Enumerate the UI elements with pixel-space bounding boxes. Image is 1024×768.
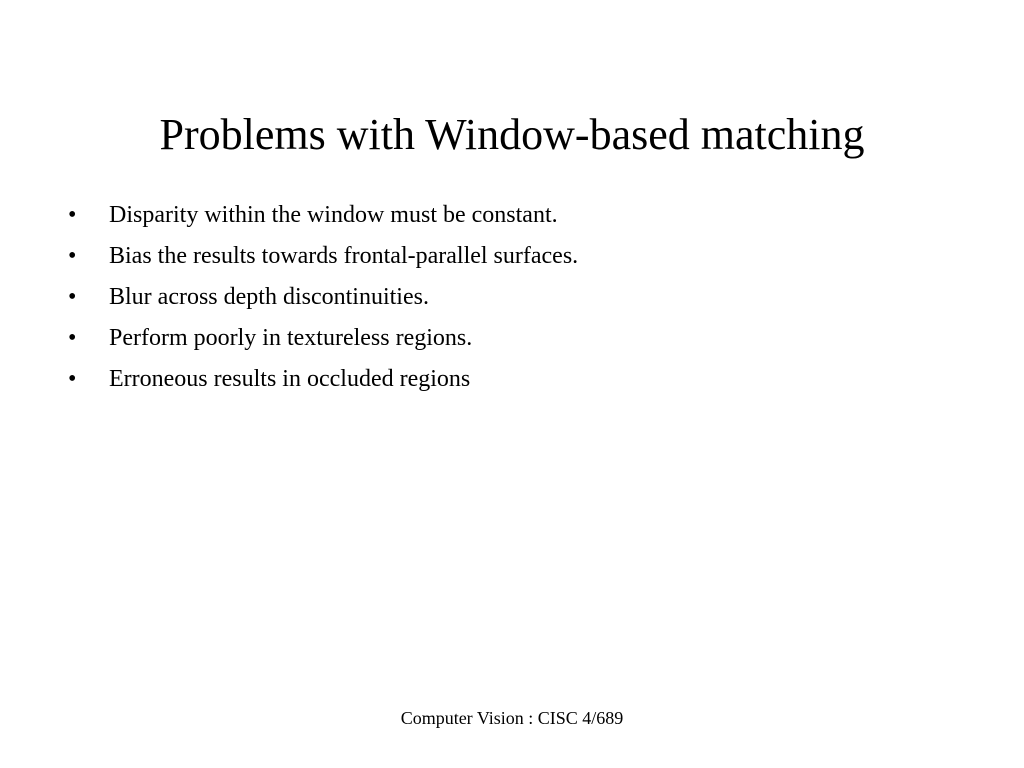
bullet-text: Perform poorly in textureless regions.: [109, 325, 473, 351]
bullet-text: Blur across depth discontinuities.: [109, 284, 429, 310]
bullet-item: [68, 364, 578, 394]
bullet-icon: •: [68, 325, 77, 351]
bullet-icon: •: [68, 243, 77, 269]
bullet-item: [68, 241, 578, 271]
bullet-item: [68, 323, 578, 353]
slide-footer: Computer Vision : CISC 4/689: [400, 708, 624, 728]
slide-title: Problems with Window-based matching: [159, 110, 865, 159]
bullet-icon: •: [68, 366, 77, 392]
bullet-text: Erroneous results in occluded regions: [109, 366, 471, 392]
bullet-text: Bias the results towards frontal-parallel surfaces.: [109, 243, 579, 269]
bullet-list: [68, 200, 578, 405]
bullet-icon: •: [68, 202, 77, 228]
bullet-text: Disparity within the window must be constant.: [109, 202, 558, 228]
bullet-item: [68, 200, 578, 230]
bullet-icon: •: [68, 284, 77, 310]
bullet-item: [68, 282, 578, 312]
